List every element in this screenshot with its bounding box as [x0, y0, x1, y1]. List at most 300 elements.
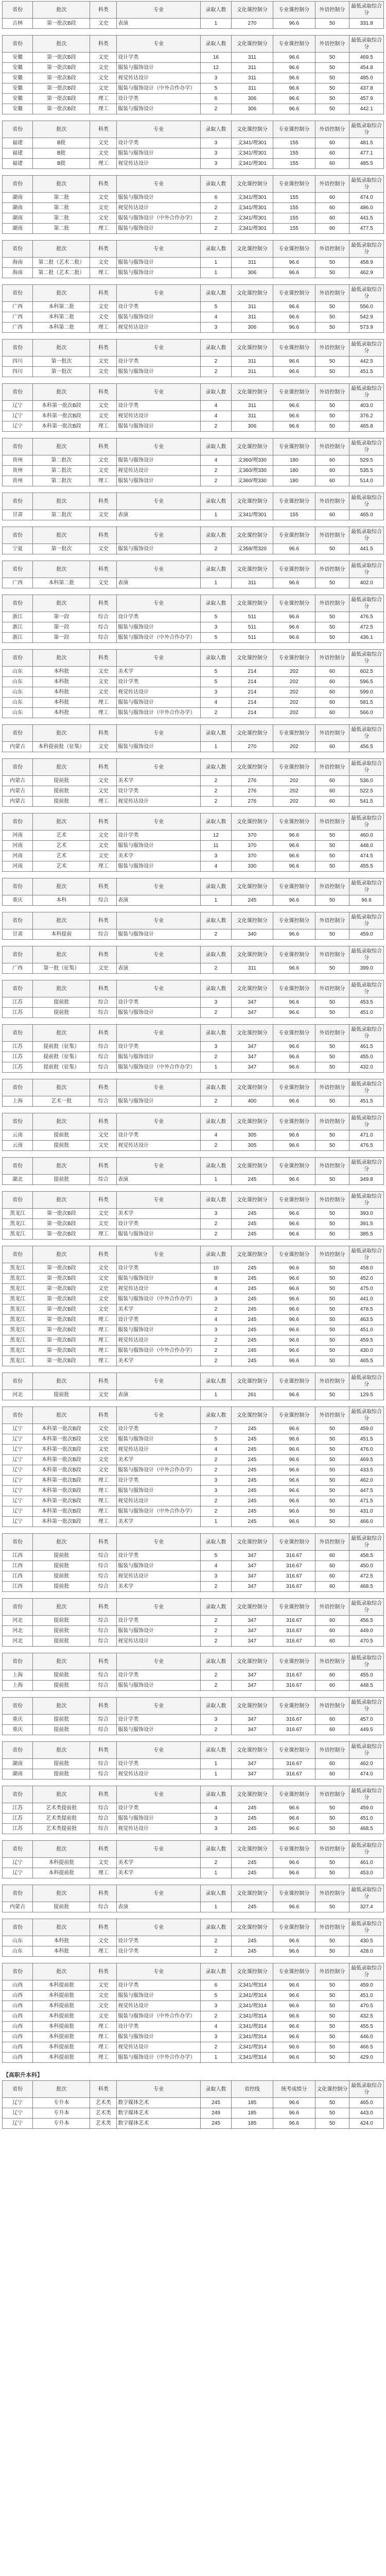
table-cell: 276	[231, 776, 273, 786]
column-header: 专业课控制分	[273, 1599, 315, 1616]
column-header: 最低录取综合分	[349, 1407, 384, 1424]
column-header: 专业课控制分	[273, 946, 315, 963]
table-cell: 50	[315, 1325, 349, 1335]
table-row	[3, 1096, 384, 1107]
table-cell: 96.6	[273, 612, 315, 622]
table-cell: 服装与服饰设计（中外合作办学）	[117, 708, 201, 718]
table-cell: 316.67	[273, 1551, 315, 1561]
column-header: 省份	[3, 493, 33, 510]
table-cell: 山东	[3, 687, 33, 698]
column-header: 省份	[3, 912, 33, 929]
table-row	[3, 687, 384, 698]
table-cell: 本科批	[33, 687, 90, 698]
table-cell: 214	[231, 667, 273, 677]
table-cell: 443.0	[349, 2108, 384, 2119]
column-header: 外语控制分	[315, 1786, 349, 1803]
column-header: 录取人数	[201, 1919, 231, 1936]
column-header: 最低录取综合分	[349, 527, 384, 544]
table-cell: 黑龙江	[3, 1274, 33, 1284]
table-cell: 2	[201, 1219, 231, 1229]
table-cell: 黑龙江	[3, 1356, 33, 1366]
table-cell: 245	[231, 1229, 273, 1240]
column-header: 省份	[3, 121, 33, 138]
table-cell: 311	[231, 312, 273, 323]
table-cell: 1	[201, 742, 231, 752]
table-cell: 山东	[3, 708, 33, 718]
table-cell: 第一批次B段	[33, 104, 90, 114]
column-header: 外语控制分	[315, 1963, 349, 1980]
column-header: 录取人数	[201, 1698, 231, 1715]
column-header: 科类	[90, 1158, 117, 1175]
table-cell: 设计学类	[117, 786, 201, 796]
table-cell: 2	[201, 1052, 231, 1062]
table-cell: 服装与服饰设计	[117, 1681, 201, 1691]
table-cell: 50	[315, 1042, 349, 1052]
column-header: 省份	[3, 1407, 33, 1424]
table-cell: 文341/理301	[231, 510, 273, 520]
table-cell: 96.6	[273, 1130, 315, 1141]
table-cell: 服装与服饰设计	[117, 544, 201, 554]
table-cell: 第一批次B段	[33, 1294, 90, 1304]
table-cell: 文史	[90, 1294, 117, 1304]
table-cell: 2	[201, 1858, 231, 1868]
table-cell: 提前批	[33, 1551, 90, 1561]
admission-section-liaoning	[2, 383, 384, 432]
table-cell: 6	[201, 1980, 231, 1991]
table-cell: 江苏	[3, 1042, 33, 1052]
table-cell: 202	[273, 698, 315, 708]
table-cell: 文史	[90, 2011, 117, 2022]
table-cell: 60	[315, 1636, 349, 1647]
column-header: 专业课控制分	[273, 1407, 315, 1424]
table-cell: 96.6	[273, 1325, 315, 1335]
column-header: 科类	[90, 2, 117, 19]
table-cell: 245	[231, 1936, 273, 1946]
table-cell: 服装与服饰设计	[117, 1274, 201, 1284]
table-cell: 596.5	[349, 677, 384, 687]
table-cell: 96.6	[273, 1476, 315, 1486]
column-header: 最低录取综合分	[349, 1919, 384, 1936]
column-header: 批次	[33, 814, 90, 831]
table-cell: 370	[231, 831, 273, 841]
table-cell: 306	[231, 323, 273, 333]
table-cell: 美术学	[117, 1455, 201, 1465]
table-cell: 提前批	[33, 776, 90, 786]
table-cell: 理工	[90, 1506, 117, 1517]
table-cell: 4	[201, 411, 231, 421]
table-cell: 202	[273, 786, 315, 796]
column-header: 文化课控制分	[231, 1698, 273, 1715]
table-cell: 96.6	[273, 633, 315, 643]
table-cell: 本科批	[33, 708, 90, 718]
table-cell: 辽宁	[3, 1517, 33, 1527]
table-cell: 155	[273, 138, 315, 148]
table-cell: 2	[201, 1946, 231, 1957]
table-cell: 设计学类	[117, 1936, 201, 1946]
table-cell: 566.0	[349, 708, 384, 718]
table-row	[3, 1715, 384, 1725]
table-cell: 96.6	[273, 2032, 315, 2042]
table-cell: 安徽	[3, 73, 33, 83]
table-cell: 本科第一批次B段	[33, 1486, 90, 1496]
table-cell: 60	[315, 455, 349, 466]
table-cell: 理工	[90, 2032, 117, 2042]
table-cell: 456.5	[349, 742, 384, 752]
table-cell: 本科提前批	[33, 1991, 90, 2001]
table-cell: 3	[201, 1824, 231, 1834]
table-cell: 福建	[3, 148, 33, 159]
table-cell: 文史	[90, 667, 117, 677]
column-header: 专业课控制分	[273, 438, 315, 455]
column-header: 最低录取综合分	[349, 595, 384, 612]
table-cell: 96.6	[273, 1858, 315, 1868]
table-cell: 表演	[117, 1902, 201, 1912]
table-row	[3, 411, 384, 421]
table-cell: 471.5	[349, 1496, 384, 1506]
table-cell: 综合	[90, 1008, 117, 1018]
table-cell: 96.6	[273, 2022, 315, 2032]
table-cell: 服装与服饰设计（中外合作办学）	[117, 1465, 201, 1476]
table-cell: 综合	[90, 997, 117, 1008]
table-row	[3, 1636, 384, 1647]
table-cell: 50	[315, 2119, 349, 2129]
table-cell: 50	[315, 357, 349, 367]
table-cell: 江西	[3, 1571, 33, 1582]
table-row	[3, 667, 384, 677]
table-cell: 459.0	[349, 1803, 384, 1814]
table-cell: 96.6	[273, 1096, 315, 1107]
table-cell: 综合	[90, 1824, 117, 1834]
table-cell: 316.67	[273, 1769, 315, 1780]
table-row	[3, 1141, 384, 1151]
table-cell: 50	[315, 302, 349, 312]
table-cell: 服装与服饰设计（中外合作办学）	[117, 633, 201, 643]
table-cell: 第一批次B段	[33, 1325, 90, 1335]
table-cell: 431.0	[349, 1506, 384, 1517]
table-cell: 50	[315, 544, 349, 554]
table-cell: 96.6	[273, 1346, 315, 1356]
column-header: 最低录取综合分	[349, 1113, 384, 1130]
table-cell: 50	[315, 1486, 349, 1496]
table-cell: 60	[315, 1616, 349, 1626]
table-cell: 第一批次B段	[33, 1284, 90, 1294]
table-cell: 理工	[90, 1335, 117, 1346]
table-cell: 311	[231, 73, 273, 83]
column-header: 录取人数	[201, 176, 231, 193]
admission-section-neimenggu2	[2, 758, 384, 807]
column-header: 专业课控制分	[273, 1885, 315, 1902]
table-cell: 江西	[3, 1561, 33, 1571]
column-header: 外语控制分	[315, 1534, 349, 1551]
table-row	[3, 1670, 384, 1681]
table-header-row	[3, 725, 384, 742]
table-cell: 50	[315, 2098, 349, 2108]
column-header: 专业课控制分	[273, 595, 315, 612]
table-row	[3, 1991, 384, 2001]
table-cell: 3	[201, 997, 231, 1008]
table-cell: 245	[231, 1346, 273, 1356]
table-cell: 服装与服饰设计	[117, 1626, 201, 1636]
table-row	[3, 159, 384, 169]
column-header: 外语控制分	[315, 1025, 349, 1042]
column-header: 专业	[117, 759, 201, 776]
table-cell: 美术学	[117, 1868, 201, 1878]
table-cell: 本科第一批次B段	[33, 1496, 90, 1506]
table-row	[3, 612, 384, 622]
table-cell: 3	[201, 687, 231, 698]
table-cell: 本科	[33, 895, 90, 906]
column-header: 专业课控制分	[273, 980, 315, 997]
table-cell: 3	[201, 138, 231, 148]
column-header: 录取人数	[201, 1158, 231, 1175]
table-cell: 96.6	[273, 1219, 315, 1229]
table-cell: 安徽	[3, 83, 33, 94]
table-cell: 服装与服饰设计	[117, 929, 201, 940]
column-header: 最低录取综合分	[349, 1742, 384, 1759]
table-cell: 330	[231, 861, 273, 872]
admission-table	[2, 595, 384, 643]
table-row	[3, 776, 384, 786]
table-cell: 服装与服饰设计	[117, 742, 201, 752]
table-cell: B批	[33, 159, 90, 169]
column-header: 录取人数	[201, 1246, 231, 1263]
column-header: 批次	[33, 36, 90, 53]
table-cell: 472.5	[349, 622, 384, 633]
table-cell: 综合	[90, 622, 117, 633]
column-header: 科类	[90, 1919, 117, 1936]
table-cell: 245	[231, 1209, 273, 1219]
table-cell: 文史	[90, 302, 117, 312]
column-header: 文化课控制分	[231, 493, 273, 510]
table-cell: 1	[201, 1062, 231, 1073]
column-header: 录取人数	[201, 1653, 231, 1670]
table-cell: 402.0	[349, 578, 384, 588]
table-cell: 本科第一批次B段	[33, 1506, 90, 1517]
table-cell: 370	[231, 851, 273, 861]
table-cell: 2	[201, 1681, 231, 1691]
table-cell: 96.6	[273, 2053, 315, 2063]
table-cell: 提前批	[33, 796, 90, 807]
table-cell: 服装与服饰设计（中外合作办学）	[117, 2011, 201, 2022]
table-cell: 455.0	[349, 1052, 384, 1062]
table-row	[3, 2032, 384, 2042]
table-cell: 文史	[90, 411, 117, 421]
table-cell: 96.6	[273, 851, 315, 861]
table-cell: 设计学类	[117, 1759, 201, 1769]
table-cell: 艺术类	[90, 2098, 117, 2108]
table-row	[3, 2001, 384, 2011]
table-header-row	[3, 980, 384, 997]
table-cell: 服装与服饰设计	[117, 698, 201, 708]
column-header: 专业课控制分	[273, 1653, 315, 1670]
table-cell: 393.0	[349, 1209, 384, 1219]
admission-section-gansu	[2, 493, 384, 520]
table-cell: 456.5	[349, 1616, 384, 1626]
table-cell: 山东	[3, 1936, 33, 1946]
table-row	[3, 138, 384, 148]
table-cell: 3	[201, 159, 231, 169]
table-cell: 浙江	[3, 612, 33, 622]
table-cell: 2	[201, 421, 231, 432]
table-cell: 96.6	[273, 1175, 315, 1185]
table-cell: 311	[231, 578, 273, 588]
table-cell: 403.0	[349, 401, 384, 411]
table-cell: 96.6	[273, 83, 315, 94]
column-header: 科类	[90, 2081, 117, 2098]
column-header: 录取人数	[201, 650, 231, 667]
table-cell: 452.0	[349, 1274, 384, 1284]
table-cell: 第一批次	[33, 367, 90, 377]
table-cell: 96.6	[273, 578, 315, 588]
table-cell: 视觉传达设计	[117, 1335, 201, 1346]
table-cell: 466.0	[349, 1517, 384, 1527]
table-cell: 本科第一批次B段	[33, 411, 90, 421]
table-row	[3, 1551, 384, 1561]
admission-table	[2, 1840, 384, 1878]
table-cell: 96.6	[273, 94, 315, 104]
admission-section-jiangsu3	[2, 1786, 384, 1834]
table-cell: 451.0	[349, 1991, 384, 2001]
table-cell: 文史	[90, 1858, 117, 1868]
table-cell: 辽宁	[3, 1858, 33, 1868]
admission-section-jilin	[2, 1, 384, 29]
column-header: 录取人数	[201, 946, 231, 963]
table-cell: 245	[231, 1902, 273, 1912]
table-cell: 451.0	[349, 1008, 384, 1018]
column-header: 省份	[3, 285, 33, 302]
table-cell: 美术学	[117, 1209, 201, 1219]
column-header: 批次	[33, 438, 90, 455]
table-row	[3, 1486, 384, 1496]
table-cell: 文史	[90, 1434, 117, 1445]
table-cell: 4	[201, 2022, 231, 2032]
table-cell: 1	[201, 19, 231, 29]
table-cell: 316.67	[273, 1670, 315, 1681]
table-cell: 6	[201, 94, 231, 104]
table-cell: 60	[315, 776, 349, 786]
table-cell: 155	[273, 224, 315, 234]
table-cell: 4	[201, 401, 231, 411]
table-cell: 50	[315, 1455, 349, 1465]
admission-section-guangxi2	[2, 561, 384, 588]
table-cell: 448.5	[349, 1681, 384, 1691]
table-cell: 第一批次	[33, 544, 90, 554]
column-header: 科类	[90, 1534, 117, 1551]
table-cell: 2	[201, 2042, 231, 2053]
table-cell: 2	[201, 203, 231, 213]
table-cell: 202	[273, 677, 315, 687]
table-cell: 理工	[90, 224, 117, 234]
table-cell: 481.5	[349, 138, 384, 148]
column-header: 文化课控制分	[231, 759, 273, 776]
table-cell: 442.1	[349, 104, 384, 114]
table-cell: 370	[231, 841, 273, 851]
table-cell: 河北	[3, 1636, 33, 1647]
table-cell: 4	[201, 1315, 231, 1325]
table-cell: 316.67	[273, 1616, 315, 1626]
table-cell: 文史	[90, 1209, 117, 1219]
table-cell: 245	[231, 1824, 273, 1834]
column-header: 文化课控制分	[231, 1919, 273, 1936]
table-cell: 理工	[90, 1946, 117, 1957]
admission-section-chongqing2	[2, 1697, 384, 1735]
table-header-row	[3, 2, 384, 19]
column-header: 外语控制分	[315, 1158, 349, 1175]
table-cell: 50	[315, 1175, 349, 1185]
table-cell: 视觉传达设计	[117, 1141, 201, 1151]
table-cell: 理工	[90, 1868, 117, 1878]
table-row	[3, 1946, 384, 1957]
table-cell: 50	[315, 1052, 349, 1062]
admission-section-liaoning2	[2, 1406, 384, 1527]
table-cell: 202	[273, 796, 315, 807]
table-cell: 50	[315, 1356, 349, 1366]
table-cell: 349.8	[349, 1175, 384, 1185]
table-cell: 视觉传达设计	[117, 687, 201, 698]
table-cell: 245	[231, 1445, 273, 1455]
table-cell: 96.6	[273, 1517, 315, 1527]
admission-section-hainan	[2, 240, 384, 278]
table-cell: 96.6	[273, 1496, 315, 1506]
table-row	[3, 1304, 384, 1315]
table-cell: 50	[315, 612, 349, 622]
column-header: 批次	[33, 2081, 90, 2098]
table-cell: 96.6	[273, 1284, 315, 1294]
table-cell: 60	[315, 224, 349, 234]
table-row	[3, 73, 384, 83]
table-cell: 提前批（征集）	[33, 1052, 90, 1062]
column-header: 最低录取综合分	[349, 121, 384, 138]
column-header: 科类	[90, 759, 117, 776]
table-cell: 文史	[90, 776, 117, 786]
table-cell: 462.9	[349, 268, 384, 278]
table-cell: 306	[231, 104, 273, 114]
table-cell: 347	[231, 1616, 273, 1626]
table-cell: 文史	[90, 963, 117, 974]
table-cell: 347	[231, 1769, 273, 1780]
column-header: 科类	[90, 384, 117, 401]
admission-section-liaoning3	[2, 1840, 384, 1878]
table-cell: 2	[201, 1346, 231, 1356]
admission-table	[2, 383, 384, 432]
column-header: 录取人数	[201, 36, 231, 53]
column-header: 专业	[117, 725, 201, 742]
table-cell: 第一批次B段	[33, 1219, 90, 1229]
table-cell: 50	[315, 1130, 349, 1141]
table-row	[3, 203, 384, 213]
table-row	[3, 1434, 384, 1445]
table-cell: 理工	[90, 159, 117, 169]
table-cell: 艺术一批	[33, 1096, 90, 1107]
table-cell: 江西	[3, 1582, 33, 1592]
table-cell: 河北	[3, 1626, 33, 1636]
table-cell: 文史	[90, 2001, 117, 2011]
table-cell: 湖南	[3, 1759, 33, 1769]
table-cell: 服装与服饰设计	[117, 841, 201, 851]
table-cell: 249	[201, 2108, 231, 2119]
table-row	[3, 929, 384, 940]
column-header: 省份	[3, 384, 33, 401]
table-row	[3, 1814, 384, 1824]
table-cell: 本科提前批	[33, 2053, 90, 2063]
table-cell: 96.6	[273, 312, 315, 323]
admission-section-jiangsu	[2, 980, 384, 1018]
table-row	[3, 841, 384, 851]
table-cell: 广西	[3, 323, 33, 333]
table-cell: 60	[315, 796, 349, 807]
column-header: 外语控制分	[315, 340, 349, 357]
column-header: 批次	[33, 980, 90, 997]
